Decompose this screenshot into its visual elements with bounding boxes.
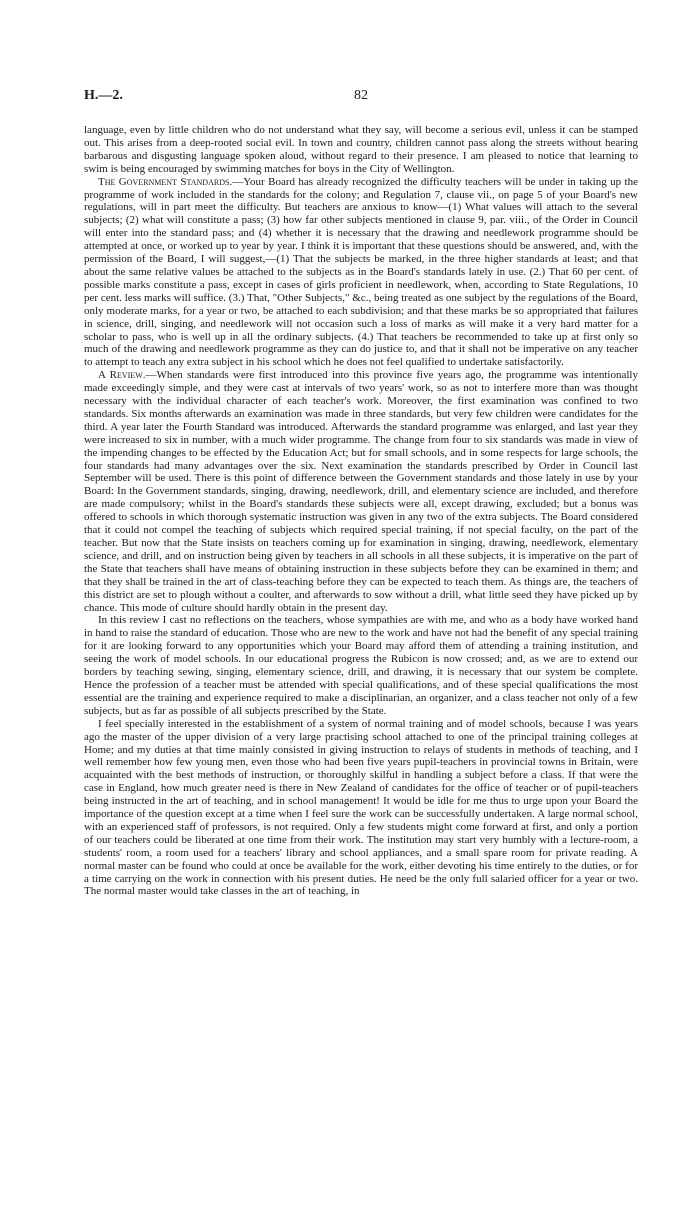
- section-heading: A Review.: [98, 369, 146, 382]
- paragraph-normal-training: I feel specially interested in the establishment of a system of normal training and of model schools, because I was years ago the master of the upper division of a very large practising school attached to one of the principal training colleges at Home; and my duties at that time mainly consisted in giving instruction to relays of students in methods of teaching, and I well remember how few young men, even those who had been five years pupil-teachers in provincial towns in Britain, were acquainted with the best methods of instruction, or thoroughly skilful in handling a subject before a class. If that were the case in England, how much greater need is there in New Zealand of candidates for the office of teacher or of pupil-teachers being instructed in the art of teaching, and in school management! It would be idle for me thus to urge upon your Board the importance of the question except at a time when I feel sure the work can be successfully undertaken. A large normal school, with an experienced staff of professors, is not required. Only a few students might come forward at first, and only a portion of our teachers could be liberated at one time from their work. The institution may start very humbly with a lecture-room, a students' room, a room used for a teachers' library and school appliances, and a small spare room for private reading. A normal master can be found who could at once be available for the work, either devoting his time entirely to the duties, or for a time carrying on the work in connection with his present duties. He need be the only full salaried officer for a year or two. The normal master would take classes in the art of teaching, in: [84, 717, 638, 898]
- document-reference: H.—2.: [84, 88, 123, 103]
- section-heading: The Government Standards.: [98, 175, 233, 188]
- paragraph-swearing: language, even by little children who do not understand what they say, will become a serious evil, unless it can be stamped out. This arises from a deep-rooted social evil. In town and country, children cannot pass along the streets without hearing barbarous and disgusting language spoken aloud, without regard to their presence. I am pleased to notice that learning to swim is being encouraged by swimming matches for boys in the City of Wellington.: [84, 124, 638, 175]
- body-text: [84, 124, 638, 898]
- paragraph-review: A Review.—When standards were first introduced into this province five years ago, the programme was intentionally made exceedingly simple, and they were cast at intervals of two years' work, so as not to interfere more than was thought necessary with the individual character of each teacher's work. Moreover, the first examination was confined to two standards. Six months afterwards an examination was made in three standards, but very few children were candidates for the third. A year later the Fourth Standard was introduced. Afterwards the standard programme was enlarged, and last year they were increased to six in number, with a much wider programme. The change from four to six standards was made in view of the impending changes to be effected by the Education Act; but for small schools, and in some respects for large schools, the four standards had many advantages over the six. Next examination the standards prescribed by Order in Council last September will be used. There is this point of difference between the Government standards and those lately in use by your Board: In the Government standards, singing, drawing, needlework, drill, and elementary science are included, and therefore are made compulsory; whilst in the Board's standards these subjects were all, except drawing, excluded; but a bonus was offered to schools in which thorough systematic instruction was given in any two of the extra subjects. The Board considered that it could not compel the teaching of subjects which required special training, if not special faculty, on the part of the teacher. But now that the State insists on teachers coming up for examination in singing, drawing, needlework, elementary science, and drill, and on instruction being given by teachers in all schools in all these subjects, it is imperative on the part of the State that teachers shall have means of obtaining instruction in these subjects before they can be examined in them; and that they shall be trained in the art of class-teaching before they can be expected to teach them. As things are, the teachers of this district are set to plough without a coulter, and afterwards to sow without a drill, what little seed they have picked up by chance. This mode of culture should hardly obtain in the present day.: [84, 369, 638, 614]
- paragraph-government-standards: The Government Standards.—Your Board has already recognized the difficulty teachers will be under in taking up the programme of work included in the standards for the colony; and Regulation 7, clause vii., on page 5 of your Board's new regulations, will in part meet the difficulty. But teachers are anxious to know—(1) What values will attach to the several subjects; (2) what will constitute a pass; (3) how far other subjects mentioned in clause 9, par. viii., of the Order in Council will enter into the standard pass; and (4) whether it is necessary that the drawing and needlework programme should be attempted at once, or worked up to year by year. I think it is important that these questions should be answered, and, with the permission of the Board, I will suggest,—(1) That the subjects be marked, in the three higher standards at least; and that about the same relative values be attached to the subjects as in the Board's standards lately in use. (2.) That 60 per cent. of possible marks constitute a pass, except in cases of girls proficient in needlework, when, according to State Regulations, 10 per cent. less marks will suffice. (3.) That, "Other Subjects," &c., being treated as one subject by the regulations of the Board, only moderate marks, for a year or two, be attached to each subdivision; and that these marks be so appropriated that failures in science, drill, singing, and needlework will not occasion such a loss of marks as will make it a very hard matter for a scholar to pass, who is well up in all the ordinary subjects. (4.) That teachers be recommended to take up at first only so much of the drawing and needlework programme as they can do justice to, and that it shall not be imperative on any teacher to attempt to teach any extra subject in his school which he does not feel qualified to undertake satisfactorily.: [84, 175, 638, 369]
- page-number: 82: [354, 88, 368, 103]
- paragraph-reflections: In this review I cast no reflections on the teachers, whose sympathies are with me, and who as a body have worked hand in hand to raise the standard of education. Those who are new to the work and have not had the benefit of any special training for it are looking forward to any opportunities which your Board may afford them of attending a training institution, and seeing the work of model schools. In our educational progress the Rubicon is now crossed; and, as we are to extend our borders by teaching sewing, singing, elementary science, drill, and drawing, it is necessary that our system be complete. Hence the profession of a teacher must be attended with special qualifications, and of these special qualifications the most essential are the training and experience required to make a disciplinarian, an organizer, and a class teacher not only of a few subjects, but as far as possible of all subjects prescribed by the State.: [84, 614, 638, 717]
- page-header: [84, 88, 638, 108]
